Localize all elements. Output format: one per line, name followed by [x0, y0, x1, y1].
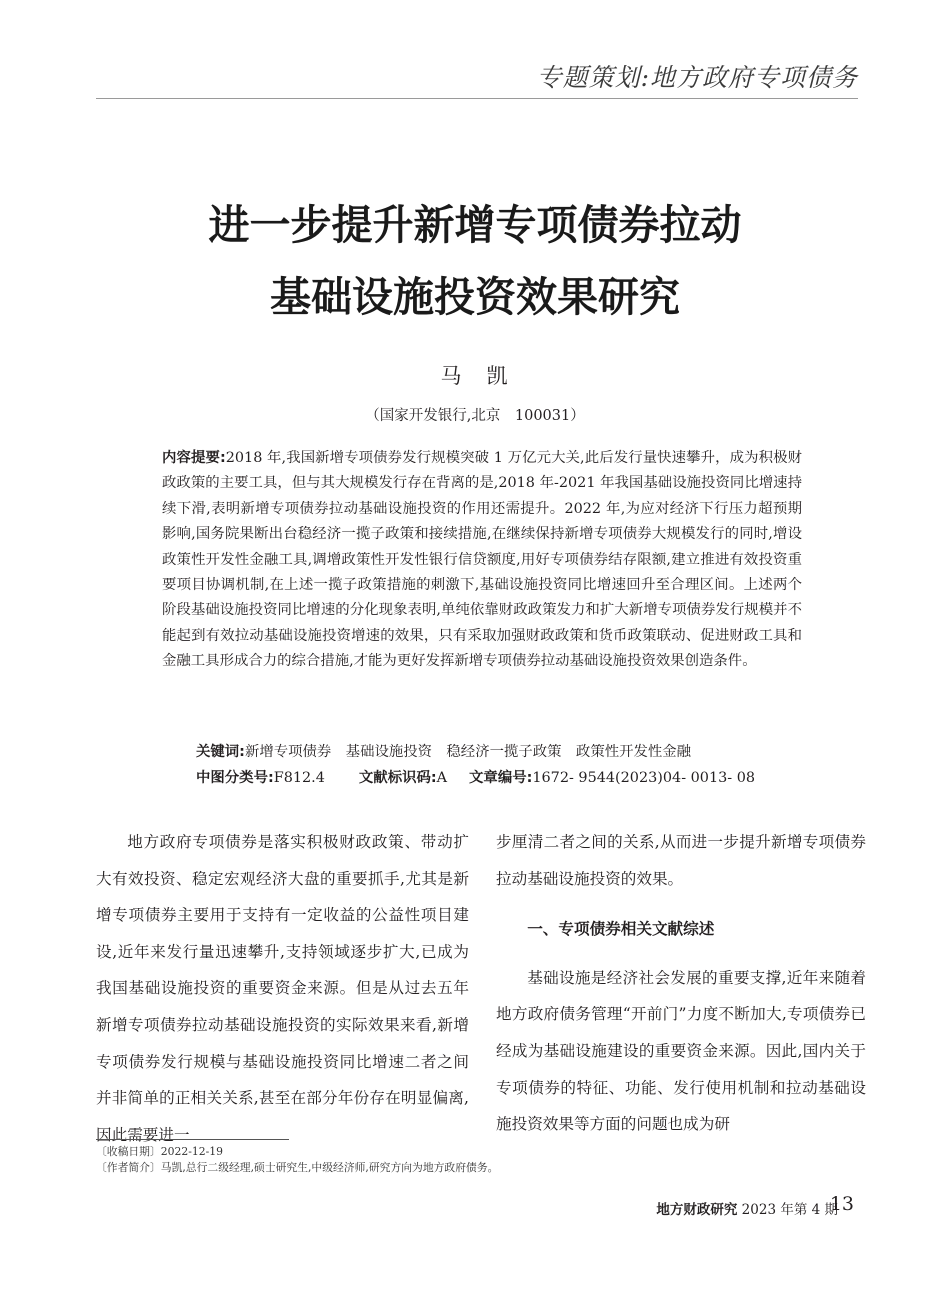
footnote-received-date: 〔收稿日期〕2022-12-19 — [96, 1145, 224, 1158]
article-no-label: 文章编号: — [469, 770, 533, 786]
journal-name: 地方财政研究 — [656, 1202, 738, 1218]
intro-paragraph-continuation: 步厘清二者之间的关系,从而进一步提升新增专项债券拉动基础设施投资的效果。 — [496, 833, 866, 888]
doc-code-value: A — [436, 770, 448, 786]
doc-code-label: 文献标识码: — [358, 770, 437, 786]
journal-issue: 2023 年第 4 期 — [741, 1202, 838, 1218]
abstract-label: 内容提要: — [162, 450, 226, 466]
author-name: 马 凯 — [440, 364, 510, 388]
footnote-rule — [96, 1139, 289, 1140]
section-1-paragraph: 基础设施是经济社会发展的重要支撑,近年来随着地方政府债务管理“开前门”力度不断加大,专项债券已经成为基础设施建设的重要资金来源。因此,国内关于专项债券的特征、功能、发行使用机制和拉动基础设施投资效果等方面的问题也成为研 — [496, 968, 866, 1134]
abstract-text: 2018 年,我国新增专项债券发行规模突破 1 万亿元大关,此后发行量快速攀升，成为积极财政政策的主要工具，但与其大规模发行存在背离的是,2018 年-2021 年我国基础设施投资同比增速持续下滑,表明新增专项债券拉动基础设施投资的作用还需提升。2022 年,为应对经济下行压力超预期影响,国务院果断出台稳经济一揽子政策和接续措施,在继续保持新增专项债券大规模发行的同时,增设政策性开发性金融工具,调增政策性开发性银行信贷额度,用好专项债券结存限额,建立推进有效投资重要项目协调机制,在上述一揽子政策措施的刺激下,基础设施投资同比增速回升至合理区间。上述两个阶段基础设施投资同比增速的分化现象表明,单纯依靠财政政策发力和扩大新增专项债券发行规模并不能起到有效拉动基础设施投资增速的效果，只有采取加强财政政策和货币政策联动、促进财政工具和金融工具形成合力的综合措施,才能为更好发挥新增专项债券拉动基础设施投资效果创造条件。 — [162, 450, 802, 670]
article-no-value: 1672- 9544(2023)04- 0013- 08 — [532, 770, 756, 786]
article-title-line-2: 基础设施投资效果研究 — [270, 273, 680, 321]
keywords-text: 新增专项债券 基础设施投资 稳经济一揽子政策 政策性开发性金融 — [244, 744, 692, 760]
author-affiliation: （国家开发银行,北京 100031） — [365, 408, 585, 424]
intro-paragraph: 地方政府专项债券是落实积极财政政策、带动扩大有效投资、稳定宏观经济大盘的重要抓手,尤其是新增专项债券主要用于支持有一定收益的公益性项目建设,近年来发行量迅速攀升,支持领域逐步扩大,已成为我国基础设施投资的重要资金来源。但是从过去五年新增专项债券拉动基础设施投资的实际效果来看,新增专项债券发行规模与基础设施投资同比增速二者之间并非简单的正相关关系,甚至在部分年份存在明显偏离,因此需要进一 — [96, 833, 469, 1144]
footnote-author-bio: 〔作者简介〕马凯,总行二级经理,硕士研究生,中级经济师,研究方向为地方政府债务。 — [96, 1161, 499, 1174]
keywords-label: 关键词: — [196, 744, 245, 760]
page-number: 13 — [829, 1193, 854, 1215]
section-1-heading: 一、专项债券相关文献综述 — [527, 920, 715, 939]
abstract — [162, 446, 802, 675]
keywords-line — [196, 740, 691, 761]
page-footer — [656, 1198, 838, 1218]
clc-value: F812.4 — [273, 770, 325, 786]
clc-label: 中图分类号: — [196, 770, 274, 786]
body-column-left — [96, 824, 469, 1153]
running-header-section-title: 专题策划:地方政府专项债务 — [536, 63, 858, 92]
classification-line — [196, 766, 755, 787]
header-rule — [96, 98, 858, 99]
article-title-line-1: 进一步提升新增专项债券拉动 — [208, 201, 742, 249]
body-column-right — [496, 824, 866, 1143]
